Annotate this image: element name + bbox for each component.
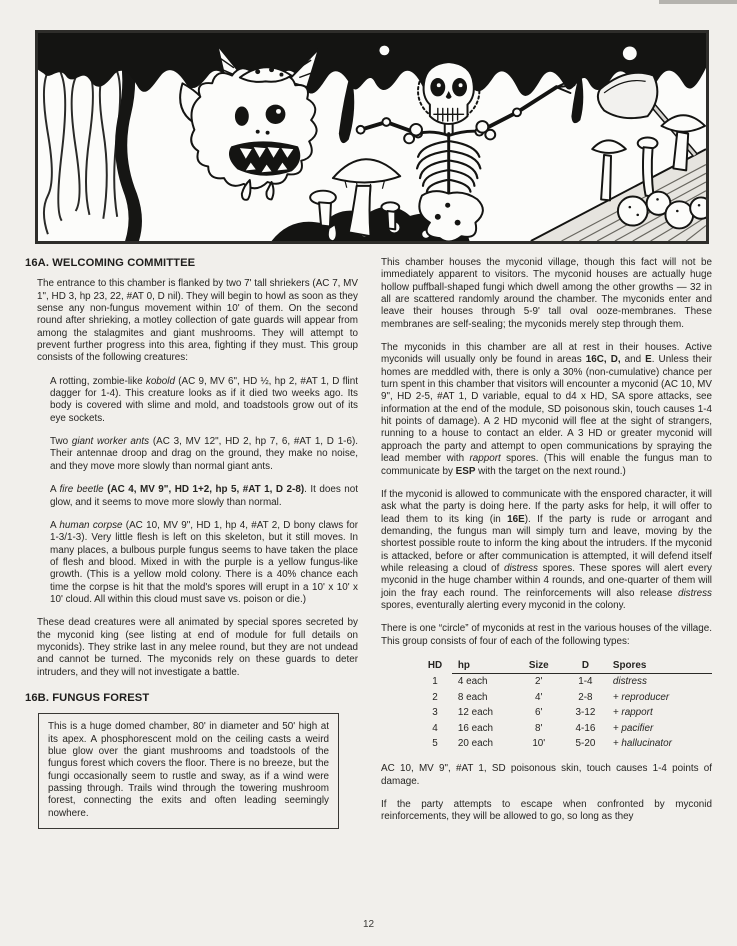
boxed-read-aloud-text: [38, 713, 339, 829]
col-header-hd: HD: [427, 660, 443, 672]
cell-spores: distress: [612, 676, 647, 688]
table-row: [418, 674, 712, 690]
boxed-paragraph: This is a huge domed chamber, 80' in diameter and 50' high at its apex. A phosphorescent mold on the ceiling casts a weird blue glow over the giant mushrooms and toadstools of the fungus forest which covers the floor. There is no breeze, but the fungi occasionally seem to rustle and sway, as if a wind were passing through. Trails wind through the towering mushroom forest, connecting the exits and often leading seemingly nowhere.: [48, 721, 329, 819]
table-row: [418, 705, 712, 720]
section-heading-16b: 16B. FUNGUS FOREST: [25, 691, 150, 704]
col-header-d: D: [562, 659, 609, 674]
cell-size: 6': [535, 707, 543, 719]
cave-gap: [623, 47, 637, 61]
paragraph-myconid-village: This chamber houses the myconid village, though this fact will not be immediately apparent to visitors. The myconid houses are actually huge hollow puffball-shaped fungi which dwell among the other growths — 32 in all are scattered randomly around the chamber. The myconids enter and leave their houses through 5-9' tall oval ooze-membranes. These membranes are self-sealing; the myconids merely step through them.: [381, 257, 712, 330]
cell-spores: + rapport: [612, 707, 653, 719]
page-number: 12: [362, 919, 375, 930]
cell-size: 2': [535, 676, 543, 688]
outro-paragraph: These dead creatures were all animated by special spores secreted by the myconid king (see listing at end of module for full details on myconids). They strike last in any melee round, but they are not undead and cannot be turned. The myconids rely on these guards to deter intruders, and they will not investigate a battle.: [37, 617, 358, 678]
table-row: [418, 721, 712, 736]
cell-d: 1-4: [578, 676, 593, 688]
right-column: [381, 257, 712, 835]
paragraph-myconid-circle: There is one “circle” of myconids at rest in the various houses of the village. This group consists of four of each of the following types:: [381, 623, 712, 647]
table-row: [418, 690, 712, 705]
cell-size: 10': [532, 738, 546, 749]
cell-hp: 16 each: [457, 722, 494, 734]
col-header-hp: hp: [452, 659, 516, 674]
paragraph-myconid-communication: If the myconid is allowed to communicate with the enspored character, it will ask what the party is doing here. If the party asks for help, it will offer to lead them to its king (in 16E). If the party is rude or arrogant and demanding, the fungus man will simply turn and leave, moving by the shortest possible route to inform the king about the intruders. If the myconid is attacked, before or after communication is attempted, it will defend itself while releasing a cloud of distress spores. These spores will alert every myconid in the huge chamber within 4 rounds, and one-quarter of them will join the fray each round. The reinforcements will also release distress spores, eventurally alerting every myconid in the colony.: [381, 488, 712, 611]
cell-spores: + reproducer: [612, 691, 670, 703]
cell-hp: 20 each: [457, 738, 494, 749]
col-header-spores: Spores: [609, 659, 712, 674]
cell-size: 8': [535, 722, 543, 734]
creature-entry-fire-beetle: A fire beetle (AC 4, MV 9", HD 1+2, hp 5, #AT 1, D 2-8). It does not glow, and it seems to move more slowly than normal.: [50, 484, 358, 508]
creature-entry-giant-ants: Two giant worker ants (AC 3, MV 12", HD 2, hp 7, 6, #AT 1, D 1-6). Their antennae droop and drag on the ground, they make no noise, and they move more slowly than normal giant ants.: [50, 436, 358, 472]
paragraph-stat-summary: AC 10, MV 9", #AT 1, SD poisonous skin, touch causes 1-4 points of damage.: [381, 763, 712, 787]
cell-d: 4-16: [575, 722, 596, 734]
creature-entry-human-corpse: A human corpse (AC 10, MV 9", HD 1, hp 4, #AT 2, D bony claws for 1-3/1-3). Very little flesh is left on this skeleton, but it still moves. In many places, a bulbous purple fungus seems to have taken the place of flesh and blood. Mixed in with the purple is a yellow fungus-like growth. (This is a yellow mold colony. There is a 40% chance each time the corpse is hit that the mold's spores will erupt in a 10' x 10' x 10' cloud. All within this cloud must save vs. poison or die.): [50, 519, 358, 605]
cell-spores: + pacifier: [612, 722, 654, 734]
table-row: [418, 736, 712, 751]
cell-hd: 3: [432, 707, 438, 719]
col-header-size: Size: [516, 659, 562, 674]
myconid-stat-table: [418, 659, 712, 751]
scan-artifact: [659, 0, 737, 4]
cell-d: 3-12: [575, 707, 596, 719]
cell-d: 5-20: [575, 738, 596, 749]
cell-hd: 2: [432, 691, 438, 703]
cell-hp: 8 each: [457, 691, 488, 703]
cell-hd: 5: [432, 738, 438, 749]
cell-hp: 12 each: [457, 707, 494, 719]
cell-hd: 1: [432, 676, 438, 688]
cell-size: 4': [535, 691, 543, 703]
illustration-frame: [35, 30, 709, 244]
cell-spores: + hallucinator: [612, 738, 672, 749]
paragraph-myconid-encounter: The myconids in this chamber are all at rest in their houses. Active myconids will usually only be found in areas 16C, D, and E. Unless their homes are meddled with, there is only a 30% (non-cumulative) chance per turn spent in this chamber that visitors will encounter a myconid (AC 10, MV 9", HD 2-5, #AT 1, D variable, equal to d4 x HD, SA spore attacks, see information at the end of the module, SD poisonous skin, touch causes 1-4 hit points of damage). A 2 HD myconid will flee at the sight of strangers, running to a house to contact an elder. A 3 HD or greater myconid will approach the party and attempt to open communications by spraying the lead member with rapport spores. (This will enable the fungus man to communicate by ESP with the target on the next round.): [381, 342, 713, 477]
cell-d: 2-8: [578, 691, 593, 703]
intro-paragraph: The entrance to this chamber is flanked by two 7' tall shriekers (AC 7, MV 1", HD 3, hp 23, 22, #AT 0, D nil). They will begin to howl as soon as they sense any non-fungus movement within 10' of them. On the second round after shrieking, a motley collection of gate guards will appear from among the stalagmites and giant mushrooms. They will attempt to prevent further progress into this area, fighting if they must. This group consists of the following creatures:: [37, 278, 358, 364]
section-heading-16a: 16A. WELCOMING COMMITTEE: [25, 257, 196, 269]
cell-hp: 4 each: [457, 676, 488, 688]
table-header-row: [418, 659, 712, 674]
cave-gap: [379, 46, 389, 56]
left-column: [25, 257, 358, 829]
fungus-cavern-illustration: [38, 33, 706, 241]
paragraph-escape: If the party attempts to escape when confronted by myconid reinforcements, they will be allowed to go, so long as they: [381, 799, 712, 823]
creature-entry-kobold: A rotting, zombie-like kobold (AC 9, MV 6", HD ½, hp 2, #AT 1, D flint dagger for 1-4). This creature looks as if it died two weeks ago. Its body is covered with slime and mold, and toadstools grow out of its eye sockets.: [50, 375, 358, 424]
cell-hd: 4: [432, 722, 438, 734]
